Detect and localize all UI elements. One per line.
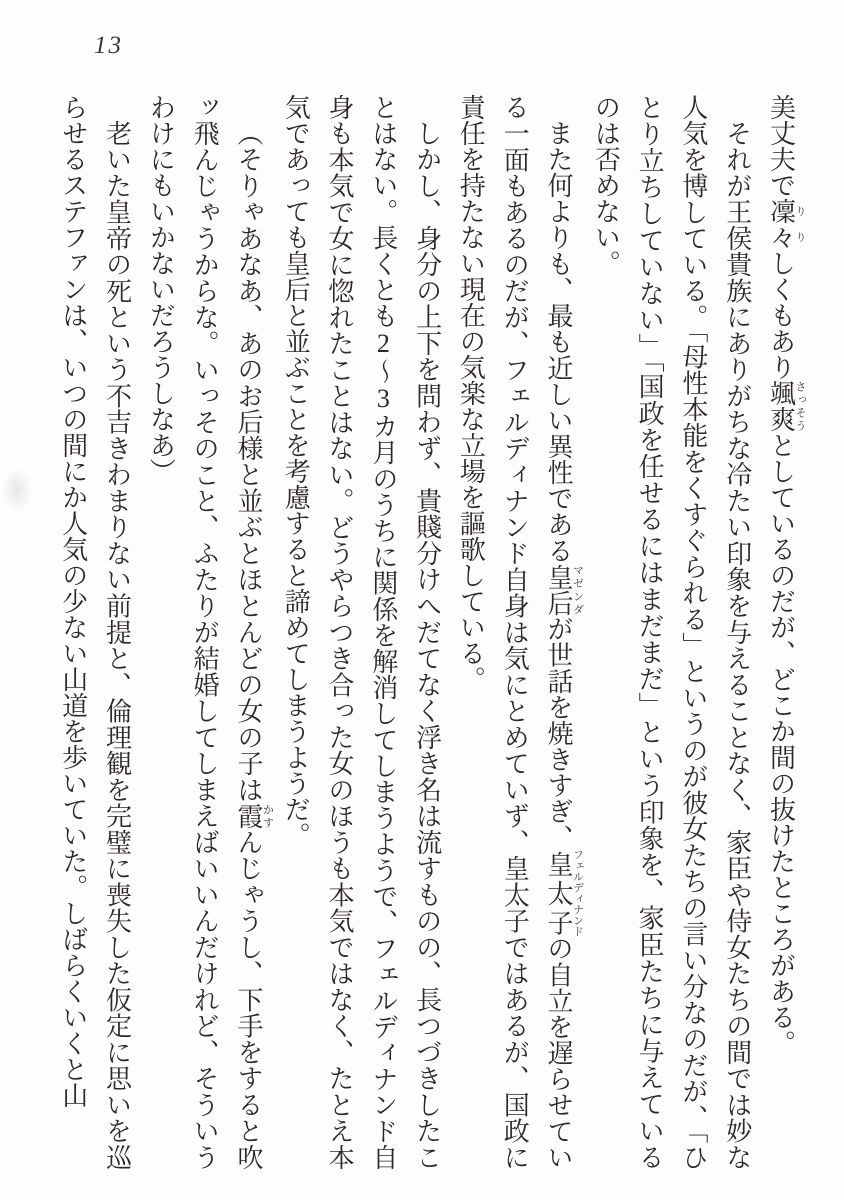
paragraph-1 xyxy=(759,94,806,1170)
text-run: それが王侯貴族にありがちな冷たい印象を与えることなく、家臣や侍女たちの間では妙な人気を博している。「母性本能をくすぐられる」というのが彼女たちの言い分なのだが、「ひとり立ちしていない」「国政を任せるにはまだまだ」という印象を、家臣たちに与えているのは否めない。 xyxy=(591,94,752,1171)
ruby-annotation: 皇太子フェルディナンド xyxy=(544,848,584,937)
ruby-annotation: 颯爽さっそう xyxy=(766,380,806,432)
page-number: 13 xyxy=(94,32,123,59)
text-run: しくもあり xyxy=(766,250,796,380)
page-text xyxy=(58,94,806,1170)
text-run: 美丈夫で xyxy=(766,94,796,198)
text-run: （そりゃあなあ、あのお后様と並ぶとほとんどの女の子は xyxy=(233,120,263,803)
text-run: としているのだが、どこか間の抜けたところがある。 xyxy=(766,432,796,1056)
text-run: 2～3 xyxy=(368,328,398,414)
paragraph-5 xyxy=(139,94,274,1170)
scan-artifact xyxy=(2,468,32,512)
ruby-annotation: 凜々りり xyxy=(766,198,806,250)
paragraph-6 xyxy=(51,94,139,1170)
text-run: カ月のうちに関係を解消してしまうようで、フェルディナンド自身も本気で女に惚れたことはない。どうやらつき合った女のほうも本気ではなく、たとえ本気であっても皇后と並ぶことを考慮すると諦めてしまうようだ。 xyxy=(281,94,398,1171)
text-run: んじゃうし、下手をすると吹ッ飛んじゃうからな。いっそのこと、ふたりが結婚してしまえばいいんだけれど、そういうわけにもいかないだろうしなあ） xyxy=(146,94,263,1171)
paragraph-4 xyxy=(273,94,448,1170)
text-run: が世話を焼きすぎ、 xyxy=(544,615,574,851)
text-run: 老いた皇帝の死という不吉きわまりない前提と、倫理観を完璧に喪失した仮定に思いを巡らせるステファンは、いつの間にか人気の少ない山道を歩いていた。しばらくいくと山 xyxy=(58,94,132,1170)
paragraph-3 xyxy=(449,94,584,1170)
text-run: の自立を遅らせている一面もあるのだが、フェルディナンド自身は気にとめていず、皇太子ではあるが、国政に責任を持たない現在の気楽な立場を謳歌している。 xyxy=(456,94,574,1171)
paragraph-2 xyxy=(584,94,759,1170)
ruby-annotation: 霞かす xyxy=(233,802,274,829)
ruby-annotation: 皇后マゼンダ xyxy=(544,563,584,616)
text-run: しかし、身分の上下を問わず、貴賤分けへだてなく浮き名は流すものの、長つづきしたことはない。長くとも xyxy=(368,94,442,1170)
text-run: また何よりも、最も近しい異性である xyxy=(544,120,574,564)
